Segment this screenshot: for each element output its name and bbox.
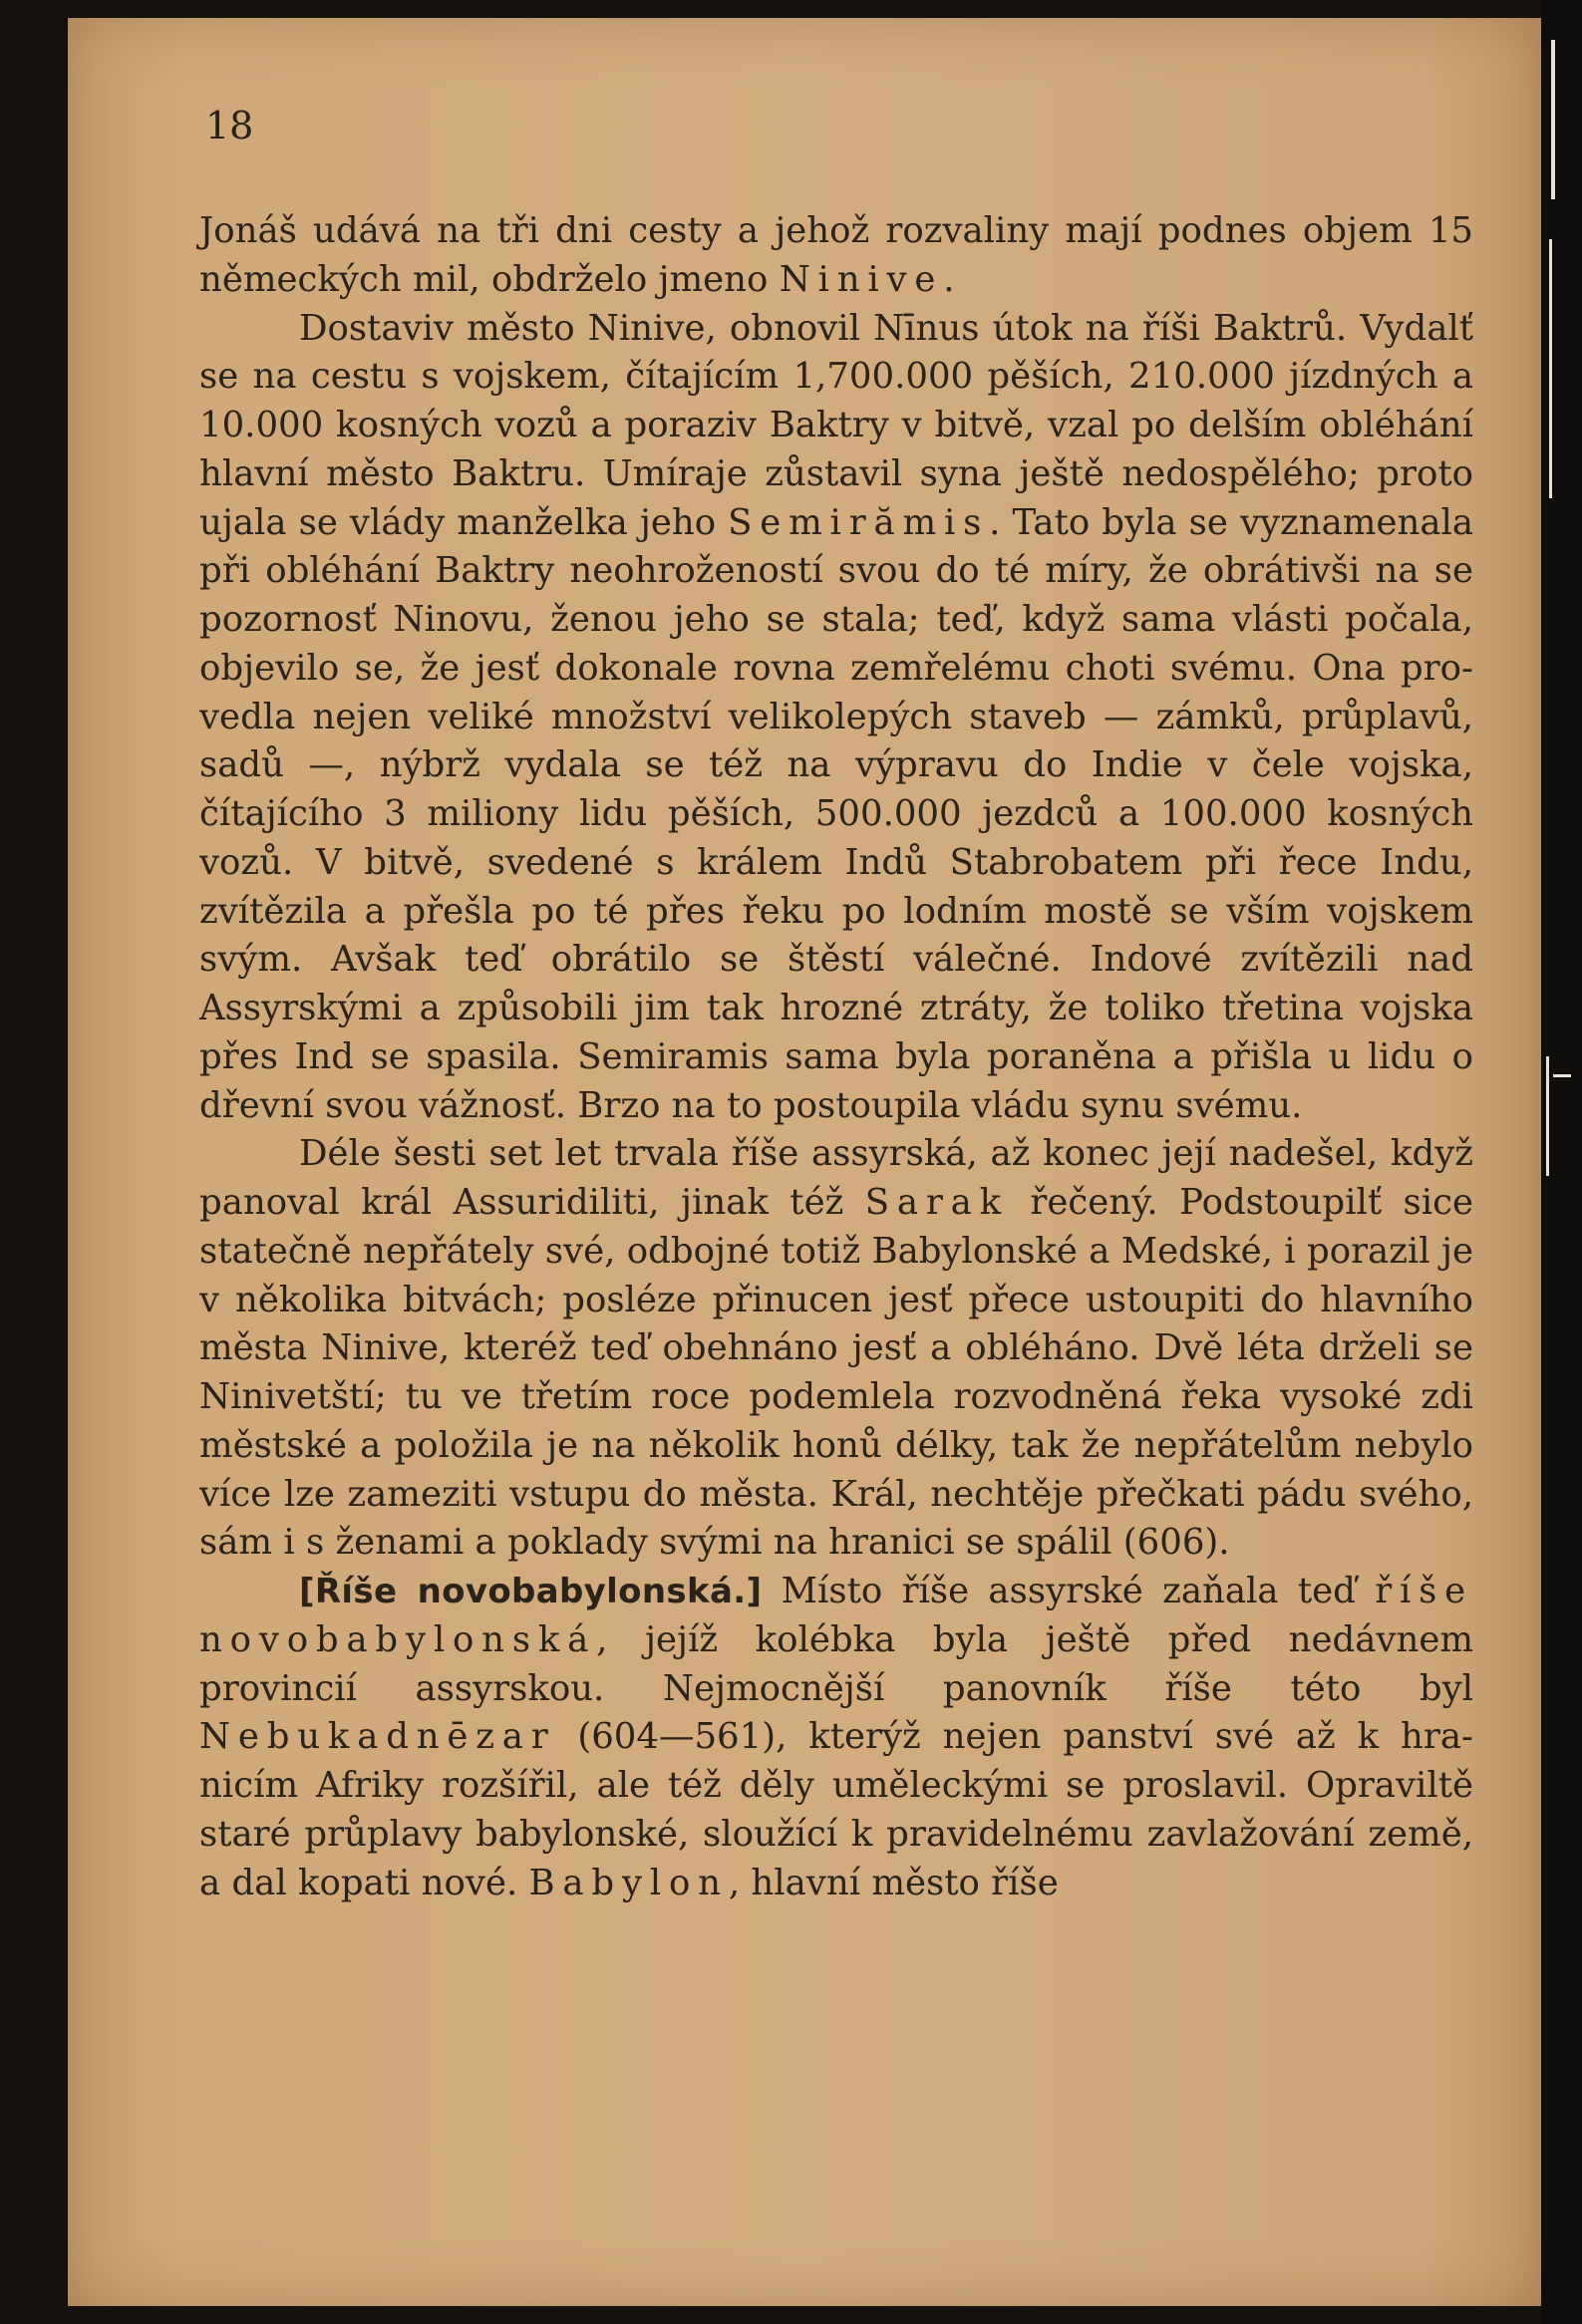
emphasized-term: Sarak — [864, 1182, 1009, 1223]
paragraph — [199, 1130, 1473, 1568]
text-segment: . — [943, 258, 955, 300]
edge-mark — [1546, 1056, 1549, 1176]
text-segment: Místo říše assyrské zaňala teď — [762, 1571, 1376, 1611]
edge-mark — [1549, 239, 1552, 498]
text-segment: , hlavní město říše — [728, 1862, 1059, 1903]
text-segment: řečený. Podstoupilť sice statečně nepřátely své, odbojné totiž Babylonské a Medské, i porazil je v několika bitvách; posléze přinucen jesť přece ustoupiti do hlavního města Ninive, kteréž teď obehnáno jesť a obléháno. Dvě léta drželi se Ninivetští; tu ve třetím roce podemlela rozvodněná řeka vysoké zdi městské a položila je na několik honů délky, tak že nepřátelům nebylo více lze zameziti vstupu do města. Král, nechtěje přečkati pádu svého, sám i s ženami a poklady svými na hranici se spálil (606). — [199, 1182, 1474, 1564]
emphasized-term: Nebukadnēzar — [199, 1716, 556, 1758]
emphasized-term: Semirămis — [728, 501, 990, 543]
body-text — [199, 207, 1473, 1907]
paragraph — [199, 305, 1473, 1131]
edge-mark — [1553, 1074, 1571, 1077]
emphasized-term: Ninive — [779, 258, 944, 300]
book-page — [68, 18, 1541, 2306]
paragraph — [199, 207, 1473, 305]
text-segment: . Tato byla se vyznamenala při obléhání Baktry neohrožeností svou do té míry, že obrátivši na se pozornosť Ninovu, ženou jeho se stala; teď, když sama vlásti počala, objevilo se, že jesť dokonale rovna zemřelému choti svému. Ona provedla nejen veliké množství velikolepých staveb — zámků, průplavů, sadů —, nýbrž vydala se též na výpravu do Indie v čele vojska, čítajícího 3 miliony lidu pěších, 500.000 jezdců a 100.000 kosných vozů. V bitvě, svedené s králem Indů Stabrobatem při řece Indu, zvítězila a přešla po té přes řeku po lodním mostě se vším vojskem svým. Avšak teď obrátilo se štěstí válečné. Indové zvítězili nad Assyrskými a způsobili jim tak hrozné ztráty, že toliko třetina vojska přes Ind se spasila. Semiramis sama byla poraněna a přišla u lidu o dřevní svou vážnosť. Brzo na to postoupila vládu synu svému. — [199, 501, 1474, 1126]
emphasized-term: říše novobabylonská — [199, 1571, 1473, 1660]
section-heading: [Říše novobabylonská.] — [299, 1572, 763, 1611]
text-segment: Dostaviv město Ninive, obnovil Nīnus útok na říši Baktrů. Vydalť se na cestu s vojskem, čítajícím 1,700.000 pěších, 210.000 jízdných a 10.000 kosných vozů a poraziv Baktry v bitvě, vzal po delším obléhání hlavní město Baktru. Umíraje zůstavil syna ještě nedospělého; proto ujala se vlády manželka jeho — [199, 307, 1473, 543]
text-segment: Déle šesti set let trvala říše assyrská, až konec její nadešel, když panoval král Assuridiliti, jinak též — [199, 1133, 1473, 1223]
page-number: 18 — [205, 104, 254, 147]
page-edge-shadow — [1541, 0, 1582, 2324]
paragraph — [199, 1568, 1473, 1907]
edge-mark — [1551, 40, 1555, 199]
text-segment: Jonáš udává na tři dni cesty a jehož rozvaliny mají podnes objem 15 německých mil, obdrželo jmeno — [199, 210, 1473, 300]
text-segment: , jejíž kolébka byla ještě před nedávnem provincií assyrskou. Nejmocnější panovník říše této byl — [199, 1618, 1473, 1709]
text-segment: (604—561), kterýž nejen panství své až k hranicím Afriky rozšířil, ale též děly uměleckými se proslavil. Opraviltě staré průplavy babylonské, sloužící k pravidelnému zavlažování země, a dal kopati nové. — [199, 1716, 1473, 1903]
emphasized-term: Babylon — [528, 1862, 729, 1903]
